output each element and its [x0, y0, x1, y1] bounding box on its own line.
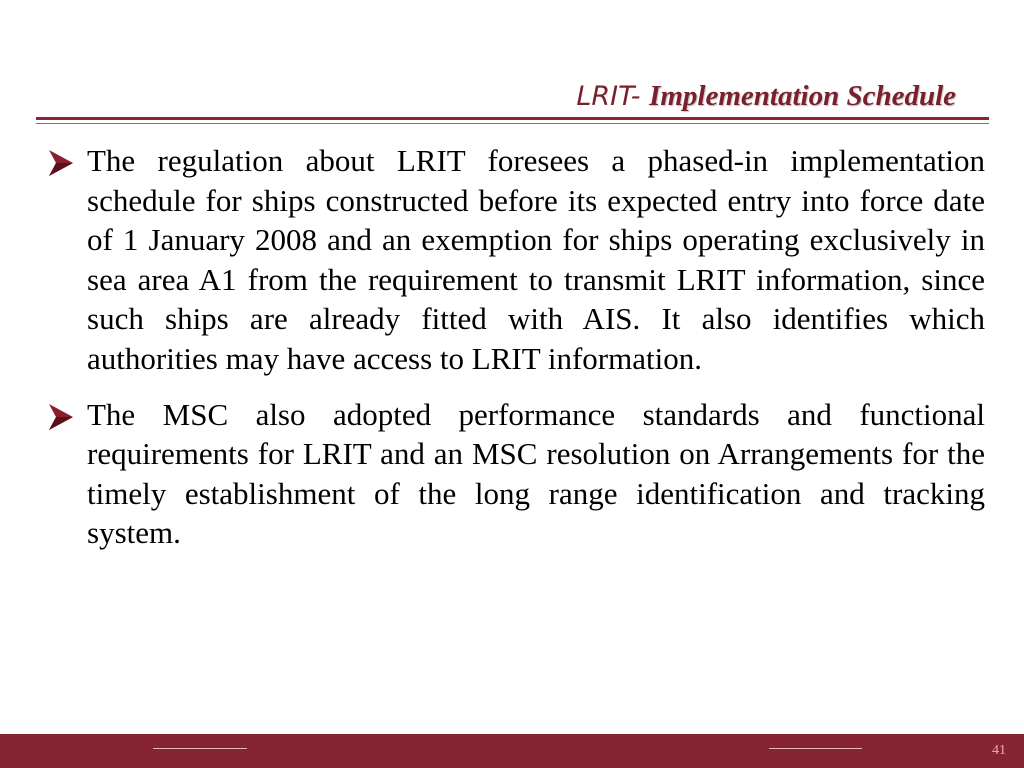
slide-title — [576, 78, 956, 115]
bullet-item — [45, 141, 985, 379]
page-number: 41 — [992, 743, 1006, 758]
footer-divider-left — [153, 748, 247, 749]
bullet-text: The MSC also adopted performance standards and functional requirements for LRIT and an MSC resolution on Arrangements for the timely establishment of the long range identification and tracking system. — [87, 396, 985, 551]
bullet-item — [45, 395, 985, 553]
bullet-text: The regulation about LRIT foresees a phased-in implementation schedule for ships constructed before its expected entry into force date of 1 January 2008 and an exemption for ships operating exclusively in sea area A1 from the requirement to transmit LRIT information, since such ships are already fitted with AIS. It also identifies which authorities may have access to LRIT information. — [87, 143, 985, 376]
title-underline-thin — [36, 123, 989, 124]
title-prefix: LRIT- — [576, 81, 650, 112]
arrow-bullet-icon — [47, 402, 75, 432]
footer-bar — [0, 734, 1024, 768]
footer-divider-right — [769, 748, 862, 749]
arrow-bullet-icon — [47, 148, 75, 178]
bullet-list — [45, 141, 985, 569]
title-underline-thick — [36, 117, 989, 120]
title-main: Implementation Schedule — [649, 80, 956, 112]
